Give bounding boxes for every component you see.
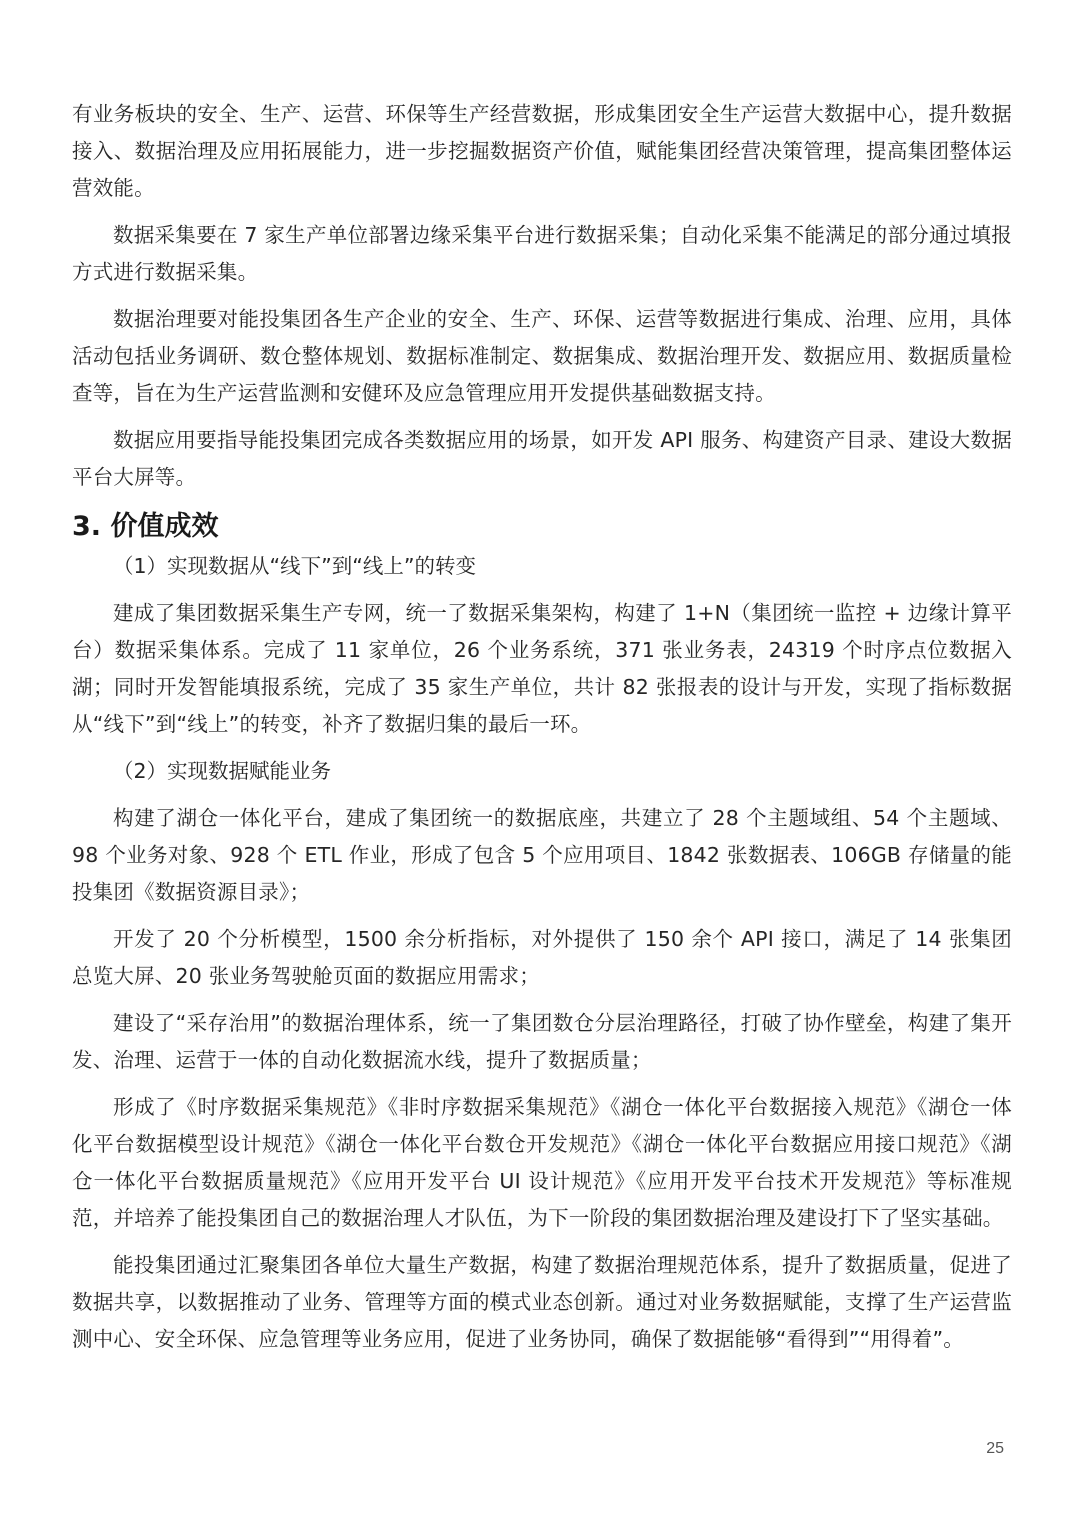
subsection-1-paragraph: 建成了集团数据采集生产专网，统一了数据采集架构，构建了 1+N（集团统一监控 + 边缘计算平台）数据采集体系。完成了 11 家单位，26 个业务系统，371 张业务表，24319 个时序点位数据入湖；同时开发智能填报系统，完成了 35 家生产单位，共计 82 张报表的设计与开发，实现了指标数据从“线下”到“线上”的转变，补齐了数据归集的最后一环。	[72, 601, 1012, 736]
subsection-2-paragraph-summary: 能投集团通过汇聚集团各单位大量生产数据，构建了数据治理规范体系，提升了数据质量，促进了数据共享，以数据推动了业务、管理等方面的模式业态创新。通过对业务数据赋能，支撑了生产运营监测中心、安全环保、应急管理等业务应用，促进了业务协同，确保了数据能够“看得到”“用得着”。	[72, 1253, 1012, 1351]
intro-paragraph-continuation: 有业务板块的安全、生产、运营、环保等生产经营数据，形成集团安全生产运营大数据中心，提升数据接入、数据治理及应用拓展能力，进一步挖掘数据资产价值，赋能集团经营决策管理，提高集团整体运营效能。	[72, 102, 1012, 200]
subsection-2-paragraph-platform: 构建了湖仓一体化平台，建成了集团统一的数据底座，共建立了 28 个主题域组、54 个主题域、98 个业务对象、928 个 ETL 作业，形成了包含 5 个应用项目、1842 张数据表、106GB 存储量的能投集团《数据资源目录》；	[72, 806, 1012, 904]
data-collection-paragraph: 数据采集要在 7 家生产单位部署边缘采集平台进行数据采集；自动化采集不能满足的部分通过填报方式进行数据采集。	[72, 223, 1012, 284]
page-number: 25	[986, 1440, 1004, 1457]
subsection-2-paragraph-standards: 形成了《时序数据采集规范》《非时序数据采集规范》《湖仓一体化平台数据接入规范》《湖仓一体化平台数据模型设计规范》《湖仓一体化平台数仓开发规范》《湖仓一体化平台数据应用接口规范》《湖仓一体化平台数据质量规范》《应用开发平台 UI 设计规范》《应用开发平台技术开发规范》等标准规范，并培养了能投集团自己的数据治理人才队伍，为下一阶段的集团数据治理及建设打下了坚实基础。	[72, 1095, 1012, 1230]
data-governance-paragraph: 数据治理要对能投集团各生产企业的安全、生产、环保、运营等数据进行集成、治理、应用，具体活动包括业务调研、数仓整体规划、数据标准制定、数据集成、数据治理开发、数据应用、数据质量检查等，旨在为生产运营监测和安健环及应急管理应用开发提供基础数据支持。	[72, 307, 1012, 405]
subsection-2-title: （2）实现数据赋能业务	[113, 759, 332, 783]
subsection-1-title: （1）实现数据从“线下”到“线上”的转变	[113, 554, 477, 578]
data-application-paragraph: 数据应用要指导能投集团完成各类数据应用的场景，如开发 API 服务、构建资产目录、建设大数据平台大屏等。	[72, 428, 1012, 489]
section-heading: 3. 价值成效	[72, 511, 219, 542]
subsection-2-paragraph-models: 开发了 20 个分析模型，1500 余分析指标，对外提供了 150 余个 API 接口，满足了 14 张集团总览大屏、20 张业务驾驶舱页面的数据应用需求；	[72, 927, 1012, 988]
subsection-2-paragraph-system: 建设了“采存治用”的数据治理体系，统一了集团数仓分层治理路径，打破了协作壁垒，构建了集开发、治理、运营于一体的自动化数据流水线，提升了数据质量；	[72, 1011, 1012, 1072]
document-page	[72, 96, 1012, 1368]
